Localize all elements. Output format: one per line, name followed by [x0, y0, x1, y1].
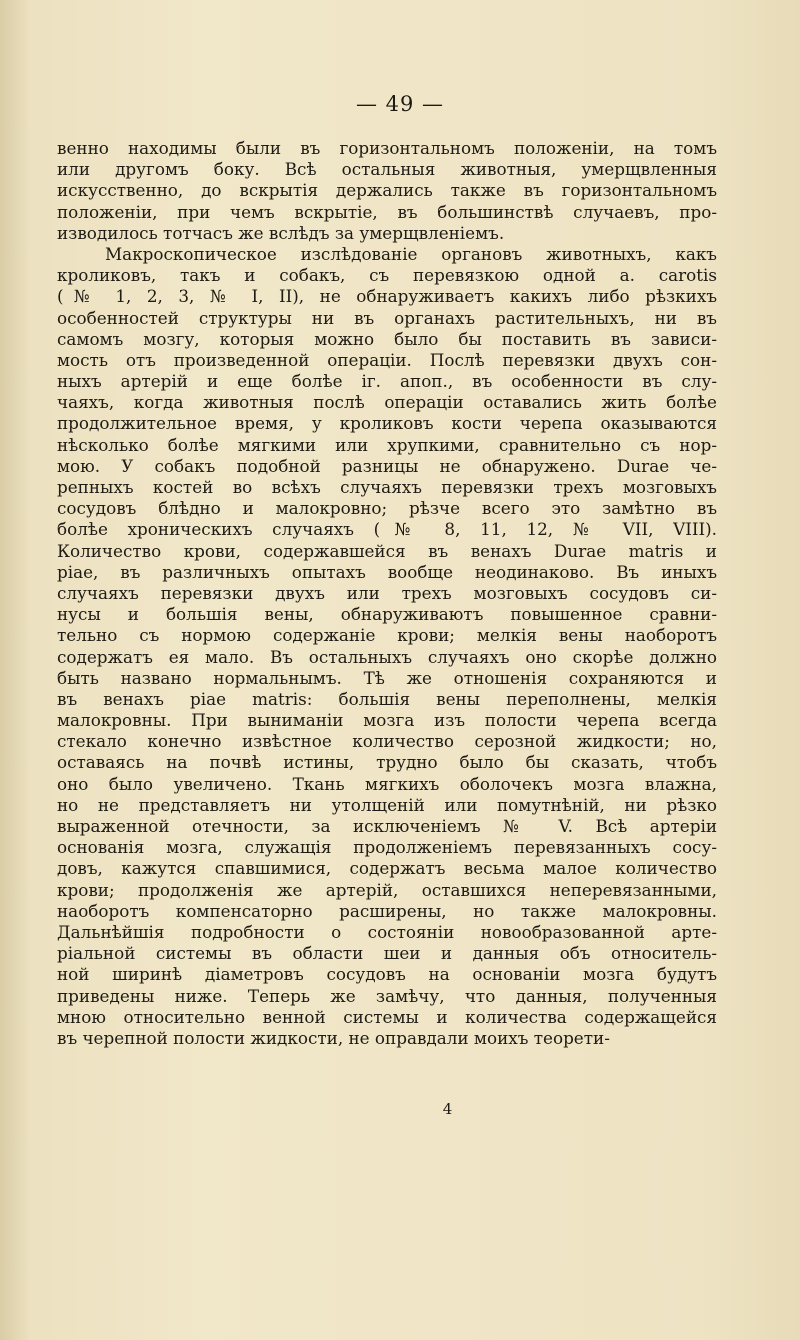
text-line: изводилось тотчасъ же вслѣдъ за умерщвленіемъ. — [57, 222, 505, 243]
text-line: нѣсколько болѣе мягкими или хрупкими, сравнительно съ нор- — [57, 434, 717, 455]
text-line: наоборотъ компенсаторно расширены, но также малокровны. — [57, 900, 717, 921]
text-line: ныхъ артерій и еще болѣе іг. апоп., въ особенности въ слу- — [57, 371, 717, 392]
body-text — [57, 138, 717, 1049]
text-line: тельно съ нормою содержаніе крови; мелкія вены наоборотъ — [57, 625, 717, 646]
text-line: особенностей структуры ни въ органахъ растительныхъ, ни въ — [57, 307, 717, 328]
text-line: венно находимы были въ горизонтальномъ положеніи, на томъ — [57, 138, 717, 158]
text-line: въ венахъ piae matris: большія вены переполнены, мелкія — [57, 688, 717, 709]
text-line: мою. У собакъ подобной разницы не обнаружено. Durae че- — [57, 455, 717, 476]
text-line: самомъ мозгу, которыя можно было бы поставить въ зависи- — [57, 328, 717, 349]
text-line: Дальнѣйшія подробности о состояніи новообразованной арте- — [57, 921, 717, 942]
page-number: — 49 — — [355, 92, 445, 116]
text-line: сосудовъ блѣдно и малокровно; рѣзче всего это замѣтно въ — [57, 498, 717, 519]
text-line: болѣе хроническихъ случаяхъ (№ 8, 11, 12, № VII, VIII). — [57, 519, 717, 540]
text-line: малокровны. При выниманіи мозга изъ полости черепа всегда — [57, 710, 717, 731]
text-line: оно было увеличено. Ткань мягкихъ оболочекъ мозга влажна, — [57, 773, 717, 794]
text-line: быть названо нормальнымъ. Тѣ же отношенія сохраняются и — [57, 667, 717, 688]
text-line: репныхъ костей во всѣхъ случаяхъ перевязки трехъ мозговыхъ — [57, 477, 717, 497]
text-line: продолжительное время, у кроликовъ кости черепа оказываются — [57, 413, 717, 434]
text-line: чаяхъ, когда животныя послѣ операціи оставались жить болѣе — [57, 392, 717, 413]
text-line: piae, въ различныхъ опытахъ вообще неодинаково. Въ иныхъ — [57, 561, 717, 582]
text-line: въ черепной полости жидкости, не оправдали моихъ теорети- — [57, 1027, 610, 1048]
text-line: стекало конечно извѣстное количество серозной жидкости; но, — [57, 731, 717, 752]
text-line: или другомъ боку. Всѣ остальныя животныя, умерщвленныя — [57, 159, 717, 180]
text-line: нусы и большія вены, обнаруживаютъ повышенное сравни- — [57, 604, 717, 625]
text-line: мною относительно венной системы и количества содержащейся — [57, 1006, 717, 1027]
signature-mark: 4 — [442, 1100, 453, 1118]
text-line: случаяхъ перевязки двухъ или трехъ мозговыхъ сосудовъ си- — [57, 582, 717, 603]
text-line: крови; продолженія же артерій, оставшихся неперевязанными, — [57, 879, 717, 900]
text-line: (№ 1, 2, 3, № I, II), не обнаруживаетъ какихъ либо рѣзкихъ — [57, 286, 717, 307]
text-line: ріальной системы въ области шеи и данныя объ относитель- — [57, 943, 717, 964]
text-line: довъ, кажутся спавшимися, содержатъ весьма малое количество — [57, 858, 717, 879]
text-line: искусственно, до вскрытія держались также въ горизонтальномъ — [57, 180, 717, 201]
text-line: но не представляетъ ни утолщеній или помутнѣній, ни рѣзко — [57, 794, 717, 815]
text-line: Количество крови, содержавшейся въ венахъ Durae matris и — [57, 540, 717, 561]
text-line: приведены ниже. Теперь же замѣчу, что данныя, полученныя — [57, 985, 717, 1006]
text-line: положеніи, при чемъ вскрытіе, въ большинствѣ случаевъ, про- — [57, 201, 717, 222]
text-line: ной ширинѣ діаметровъ сосудовъ на основаніи мозга будутъ — [57, 964, 717, 985]
text-line: оставаясь на почвѣ истины, трудно было бы сказать, чтобъ — [57, 752, 717, 773]
text-line: кроликовъ, такъ и собакъ, съ перевязкою одной а. carotis — [57, 265, 717, 286]
text-line: основанія мозга, служащія продолженіемъ перевязанныхъ сосу- — [57, 837, 717, 858]
text-line: содержатъ ея мало. Въ остальныхъ случаяхъ оно скорѣе должно — [57, 646, 717, 667]
text-line: мость отъ произведенной операціи. Послѣ перевязки двухъ сон- — [57, 349, 717, 370]
text-line: Макроскопическое изслѣдованіе органовъ животныхъ, какъ — [105, 243, 717, 264]
text-line: выраженной отечности, за исключеніемъ № V. Всѣ артеріи — [57, 816, 717, 836]
